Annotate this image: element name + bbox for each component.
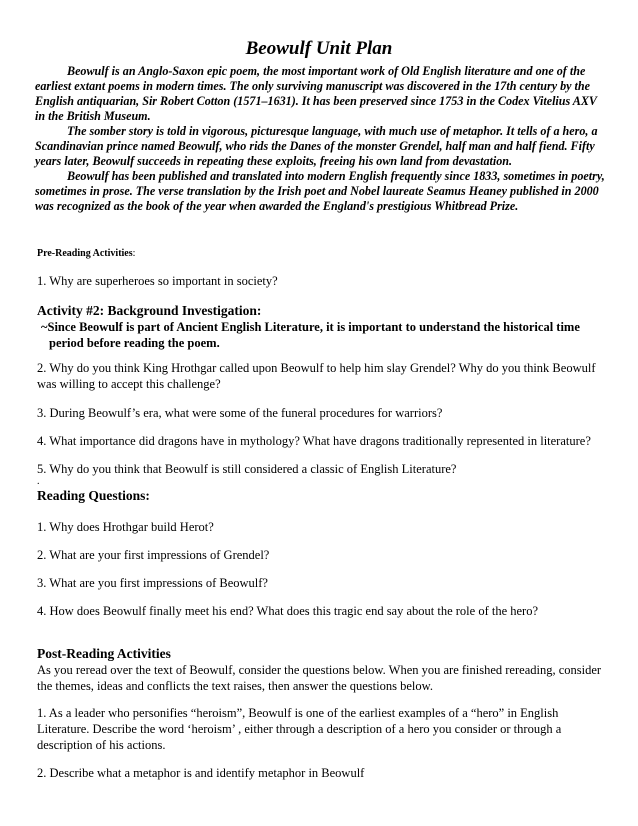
post-reading-question-2: 2. Describe what a metaphor is and identify metaphor in Beowulf (37, 766, 365, 780)
background-question-3: 3. During Beowulf’s era, what were some of the funeral procedures for warriors? (37, 406, 443, 420)
post-reading-intro: As you reread over the text of Beowulf, consider the questions below. When you are finished rereading, consider the themes, ideas and conflicts the text raises, then answer the questions below. (37, 663, 602, 693)
intro-paragraph-2: The somber story is told in vigorous, picturesque language, with much use of metaphor. It tells of a hero, a Scandinavian prince named Beowulf, who rids the Danes of the monster Grendel, half man and half fiend. Fifty years later, Beowulf succeeds in repeating these exploits, freeing his own land from devastation. (35, 124, 598, 168)
intro-section (35, 64, 605, 214)
pre-reading-question-1: 1. Why are superheroes so important in society? (37, 274, 278, 288)
reading-questions-heading: Reading Questions: (37, 488, 150, 503)
reading-question-1: 1. Why does Hrothgar build Herot? (37, 520, 214, 534)
activity-2-note-line-2: period before reading the poem. (49, 336, 220, 350)
post-reading-question-1: 1. As a leader who personifies “heroism”, Beowulf is one of the earliest examples of a “hero” in English Literature. Describe the word ‘heroism’ , either through a description of a hero you consider or through a description of his actions. (37, 706, 562, 752)
background-question-5: 5. Why do you think that Beowulf is still considered a classic of English Literature? (37, 462, 457, 476)
background-question-2: 2. Why do you think King Hrothgar called upon Beowulf to help him slay Grendel? Why do you think Beowulf was willing to accept this challenge? (37, 361, 596, 391)
pre-reading-heading (37, 248, 607, 260)
document-title: Beowulf Unit Plan (245, 38, 393, 59)
pre-reading-colon: : (132, 248, 136, 259)
pre-reading-heading-text: Pre-Reading Activities (37, 248, 133, 259)
reading-question-4: 4. How does Beowulf finally meet his end? What does this tragic end say about the role of the hero? (37, 604, 539, 618)
reading-question-3: 3. What are you first impressions of Beowulf? (37, 576, 268, 590)
background-question-4: 4. What importance did dragons have in mythology? What have dragons traditionally represented in literature? (37, 434, 591, 448)
intro-paragraph-1: Beowulf is an Anglo-Saxon epic poem, the most important work of Old English literature and one of the earliest extant poems in modern times. The only surviving manuscript was discovered in the 17th century by the English antiquarian, Sir Robert Cotton (1571–1631). It has been preserved since 1753 in the Codex Vitelius AXV in the British Museum. (35, 64, 597, 123)
post-reading-heading: Post-Reading Activities (37, 646, 171, 661)
intro-paragraph-3: Beowulf has been published and translated into modern English frequently since 1833, sometimes in poetry, sometimes in prose. The verse translation by the Irish poet and Nobel laureate Seamus Heaney published in 2000 was recognized as the book of the year when awarded the England's prestigious Whitbread Prize. (35, 169, 605, 213)
activity-2-note-line-1: ~Since Beowulf is part of Ancient English Literature, it is important to understand the historical time (41, 320, 580, 334)
separator-dot: . (37, 476, 40, 487)
reading-question-2: 2. What are your first impressions of Grendel? (37, 548, 270, 562)
activity-2-heading: Activity #2: Background Investigation: (37, 303, 262, 318)
